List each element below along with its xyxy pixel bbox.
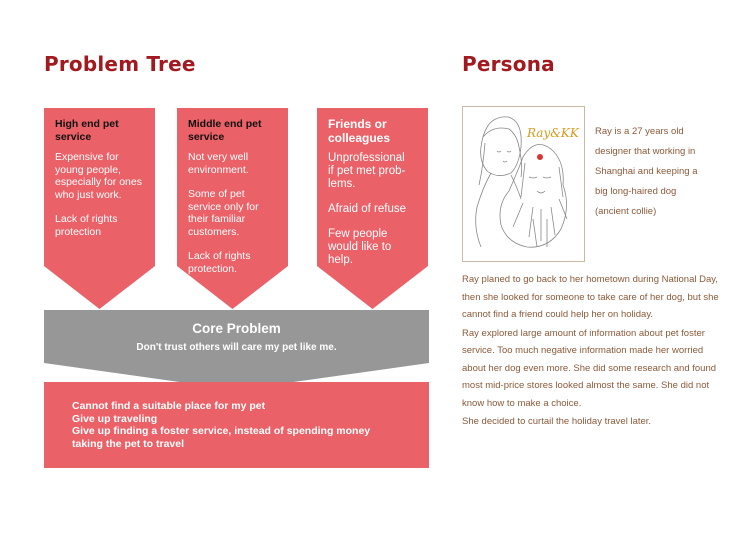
effect-item: Give up traveling bbox=[72, 412, 158, 425]
cause-1-heading: High end pet service bbox=[55, 118, 119, 143]
bow-icon bbox=[537, 154, 543, 160]
story-paragraph: Ray planed to go back to her hometown during National Day, then she looked for someone to take care of her dog, but she cannot find a friend could help her on holiday. bbox=[462, 274, 719, 320]
girl-and-dog-sketch-icon bbox=[463, 107, 584, 261]
cause-2-text bbox=[188, 118, 262, 275]
persona-story bbox=[462, 271, 722, 432]
persona-title: Persona bbox=[462, 52, 555, 76]
bio-line: designer that working in bbox=[595, 146, 696, 157]
persona-illustration bbox=[462, 106, 585, 262]
effect-item: taking the pet to travel bbox=[72, 437, 185, 450]
bio-line: big long-haired dog bbox=[595, 186, 677, 197]
bio-line: Ray is a 27 years old bbox=[595, 126, 684, 137]
cause-3-body: Unprofessional if pet met prob- lems. Afraid of refuse Few people would like to help. bbox=[328, 152, 406, 266]
persona-image-label: Ray&KK bbox=[527, 126, 579, 140]
effect-item: Cannot find a suitable place for my pet bbox=[72, 400, 266, 412]
core-problem-subtitle: Don't trust others will care my pet like me. bbox=[136, 342, 337, 353]
bio-line: (ancient collie) bbox=[595, 206, 657, 217]
core-problem-title: Core Problem bbox=[192, 321, 281, 336]
cause-3-heading: Friends or colleagues bbox=[328, 117, 391, 145]
cause-2-heading: Middle end pet service bbox=[188, 118, 262, 143]
cause-1-text bbox=[55, 118, 142, 238]
cause-1-body: Expensive for young people, especially for ones who just work. Lack of rights protection bbox=[55, 151, 142, 238]
persona-bio bbox=[595, 122, 717, 222]
problem-tree-title: Problem Tree bbox=[44, 52, 196, 76]
effects-list bbox=[72, 400, 370, 450]
story-paragraph: She decided to curtail the holiday travel later. bbox=[462, 416, 652, 427]
story-paragraph: Ray explored large amount of information about pet foster service. Too much negative information made her worried about her dog even more. She did some research and found most mid-price stores looked almost the same. She did not know how to make a choice. bbox=[462, 327, 717, 409]
effect-item: Give up finding a foster service, instead of spending money bbox=[72, 425, 371, 437]
cause-2-body: Not very well environment. Some of pet service only for their familiar customers. Lack of rights protection. bbox=[188, 151, 259, 275]
cause-3-text bbox=[328, 117, 406, 267]
bio-line: Shanghai and keeping a bbox=[595, 166, 698, 177]
